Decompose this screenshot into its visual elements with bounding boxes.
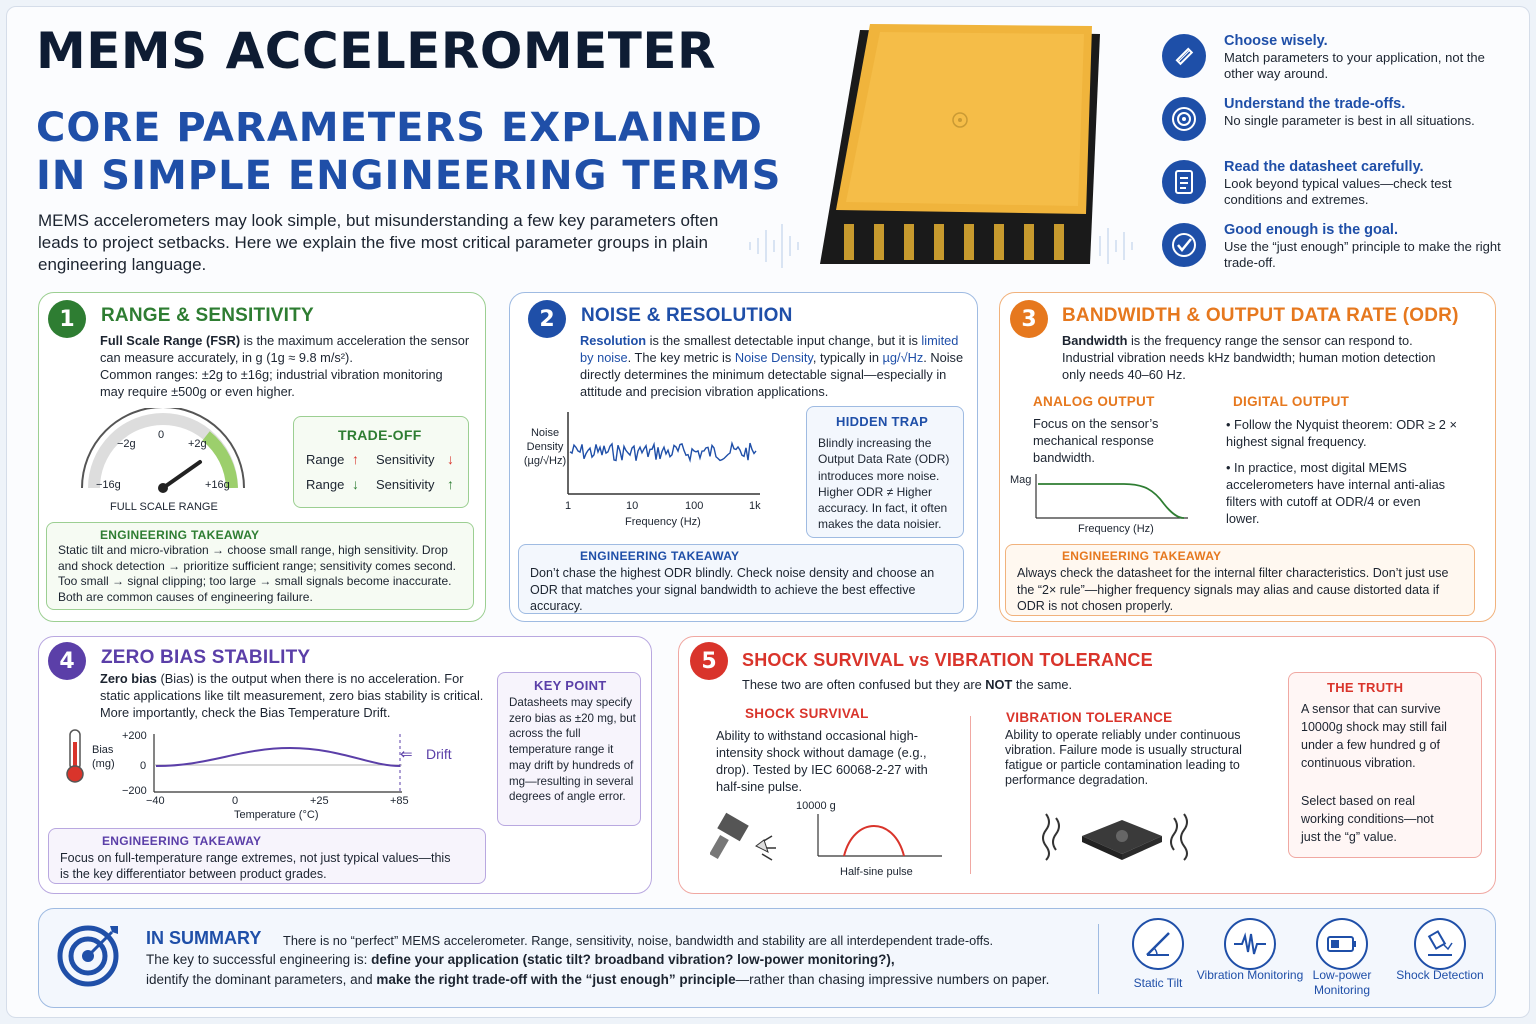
x-tick-label: −40 [146,795,165,807]
vibration-icon [1224,918,1276,970]
noise-series [570,443,756,461]
x-tick-label: 1k [749,500,761,512]
takeaway-text: Always check the datasheet for the internal filter characteristics. Don’t just use the “2× rule”—higher frequency signals may alias and cause distorted data if ODR is not chosen properly. [1017,566,1449,613]
card-description: Bandwidth is the frequency range the sensor can respond to. Industrial vibration needs kHz bandwidth; human motion detection only needs 40–60 Hz. [1062,333,1436,382]
tradeoff-title: TRADE-OFF [338,427,422,443]
card-title: BANDWIDTH & OUTPUT DATA RATE (ODR) [1062,305,1459,326]
key-point-text: Datasheets may specify zero bias as ±20 mg, but across the full temperature range it may drift by hundreds of mg—resulting in several degrees of angle error. [509,696,636,804]
card-number: 1 [48,300,86,338]
digital-bullet: • In practice, most digital MEMS accelerometers have internal anti-alias filters with cutoff at ODR/4 or even lower. [1226,460,1446,526]
card-title: ZERO BIAS STABILITY [101,647,311,668]
app-label: Low-power Monitoring [1312,968,1372,997]
takeaway-text: Static tilt and micro-vibration → choose small range, high sensitivity. Drop and shock detection → prioritize sufficient range; sensitivity comes second. Too small → signal clipping; too large → small signals become inaccurate. Both are common causes of engineering failure. [58,543,456,604]
x-axis-label: Frequency (Hz) [1078,523,1154,535]
hammer-impact-icon [710,806,790,866]
takeaway-text: Focus on full-temperature range extremes, not just typical values—this is the key differentiator between product grades. [60,851,451,881]
card-number: 3 [1010,300,1048,338]
analog-text: Focus on the sensor’s mechanical response bandwidth. [1033,416,1159,465]
takeaway-title: ENGINEERING TAKEAWAY [580,549,740,563]
x-tick-label: +85 [390,795,409,807]
y-tick-label: 0 [140,760,147,772]
truth-text: Select based on real working conditions—not just the “g” value. [1301,794,1434,844]
card-title: SHOCK SURVIVAL vs VIBRATION TOLERANCE [742,650,1153,670]
x-tick-label: 100 [685,500,704,512]
truth-text: A sensor that can survive 10000g shock may still fail under a few hundred g of continuous vibration. [1301,702,1447,770]
summary-line: The key to successful engineering is: define your application (static tilt? broadband vibration? low-power monitoring?), [146,952,895,967]
bias-y-label: Bias (mg) [92,744,115,770]
bias-drift-chart [150,730,410,796]
page-title: MEMS ACCELEROMETER [36,22,717,80]
checkmark-icon [1162,223,1206,267]
takeaway-title: ENGINEERING TAKEAWAY [1062,549,1222,563]
half-sine-pulse-chart [814,812,944,860]
arrow-up-icon: ↑ [352,451,359,467]
shock-title: SHOCK SURVIVAL [745,706,869,721]
ruler-pencil-icon [1162,34,1206,78]
arrow-up-icon: ↑ [447,476,454,492]
mag-label: Mag [1010,474,1032,486]
vibration-title: VIBRATION TOLERANCE [1006,710,1173,725]
target-icon [1162,97,1206,141]
digital-title: DIGITAL OUTPUT [1233,394,1350,409]
card-number: 4 [48,642,86,680]
app-label: Shock Detection [1396,968,1484,982]
truth-title: THE TRUTH [1327,680,1404,695]
tips-list [1162,32,1502,284]
card-description: Zero bias (Bias) is the output when there is no acceleration. For static applications like tilt measurement, zero bias stability is critical. More importantly, check the Bias Temperature Drift. [100,671,484,720]
bandwidth-response-chart [1034,474,1190,522]
takeaway-title: ENGINEERING TAKEAWAY [100,528,260,542]
gauge-label: 0 [158,429,165,441]
intro-text: MEMS accelerometers may look simple, but misunderstanding a few key parameters often leads to project setbacks. Here we explain the five most critical parameter groups in plain engineering language. [38,211,719,274]
gauge-label: −16g [96,479,121,491]
shock-icon [1414,918,1466,970]
summary-line: identify the dominant parameters, and make the right trade-off with the “just enough” principle—rather than chasing impressive numbers on paper. [146,972,1050,987]
card-description: Full Scale Range (FSR) is the maximum acceleration the sensor can measure accurately, in g (1g ≈ 9.8 m/s²). [100,333,470,365]
vibrating-chip-icon [1040,808,1200,864]
tip-item: Choose wisely. Match parameters to your application, not the other way around. [1162,32,1502,80]
hidden-trap-text: Blindly increasing the Output Data Rate (ODR) introduces more noise. Higher ODR ≠ Higher accuracy. In fact, it often makes the data noisier. [818,436,950,532]
card-number: 2 [528,300,566,338]
app-label: Static Tilt [1133,976,1183,990]
app-label: Vibration Monitoring [1196,968,1304,982]
x-tick-label: 1 [565,500,572,512]
pulse-label: Half-sine pulse [840,866,913,878]
gauge-label: +2g [188,438,207,450]
key-point-title: KEY POINT [534,678,607,693]
summary-line: There is no “perfect” MEMS accelerometer. Range, sensitivity, noise, bandwidth and stability are all interdependent trade-offs. [283,933,994,948]
card-number: 5 [690,642,728,680]
shock-text: Ability to withstand occasional high-intensity shock without damage (e.g., drop). Tested by IEC 60068-2-27 with half-sine pulse. [716,728,928,794]
arrow-down-icon: ↓ [352,476,359,492]
y-tick-label: +200 [122,730,147,742]
document-icon [1162,160,1206,204]
gauge-label: −2g [117,438,136,450]
gauge-caption: FULL SCALE RANGE [110,501,218,513]
arrow-down-icon: ↓ [447,451,454,467]
target-dart-icon [56,922,122,988]
static-tilt-icon [1132,918,1184,970]
summary-title: IN SUMMARY [146,928,262,948]
vibration-text: Ability to operate reliably under continuous vibration. Failure mode is usually structural fatigue or particle contamination leading to performance degradation. [1005,728,1242,787]
drift-label: Drift [426,746,452,762]
takeaway-text: Don’t chase the highest ODR blindly. Check noise density and choose an ODR that matches your signal bandwidth to achieve the best effective accuracy. [530,566,935,613]
tip-item: Understand the trade-offs. No single parameter is best in all situations. [1162,95,1502,143]
pulse-peak-label: 10000 g [796,800,836,812]
x-tick-label: 10 [626,500,639,512]
digital-bullet: • Follow the Nyquist theorem: ODR ≥ 2 × highest signal frequency. [1226,417,1457,449]
card-title: RANGE & SENSITIVITY [101,305,314,326]
drift-arrow-icon: ⇐ [400,746,413,763]
bias-series [156,748,400,766]
mems-chip-illustration [740,14,1160,286]
card-description: Resolution is the smallest detectable input change, but it is limited by noise. The key metric is Noise Density, typically in µg/√Hz. Noise directly determines the minimum detectable signal—especially in attitude and precision vibration applications. [580,333,964,399]
battery-icon [1316,918,1368,970]
tip-item: Good enough is the goal. Use the “just enough” principle to make the right trade-off. [1162,221,1502,269]
analog-title: ANALOG OUTPUT [1033,394,1155,409]
thermometer-icon [62,728,88,786]
x-tick-label: +25 [310,795,329,807]
x-axis-label: Frequency (Hz) [625,516,701,528]
x-axis-label: Temperature (°C) [234,809,319,821]
hidden-trap-title: HIDDEN TRAP [836,414,929,429]
card-common-ranges: Common ranges: ±2g to ±16g; industrial vibration monitoring may require ±500g or even higher. [100,367,443,399]
takeaway-title: ENGINEERING TAKEAWAY [102,834,262,848]
gauge-label: +16g [205,479,230,491]
x-tick-label: 0 [232,795,239,807]
divider [970,716,971,874]
noise-density-chart [566,412,762,498]
card-title: NOISE & RESOLUTION [581,305,793,326]
noise-y-label: Noise Density (µg/√Hz) [523,427,567,467]
page-subtitle: CORE PARAMETERS EXPLAINED IN SIMPLE ENGINEERING TERMS [36,105,782,199]
y-tick-label: −200 [122,785,147,797]
tip-item: Read the datasheet carefully. Look beyond typical values—check test conditions and extremes. [1162,158,1502,206]
divider [1098,924,1099,994]
card-subtitle: These two are often confused but they are NOT the same. [742,677,1073,692]
